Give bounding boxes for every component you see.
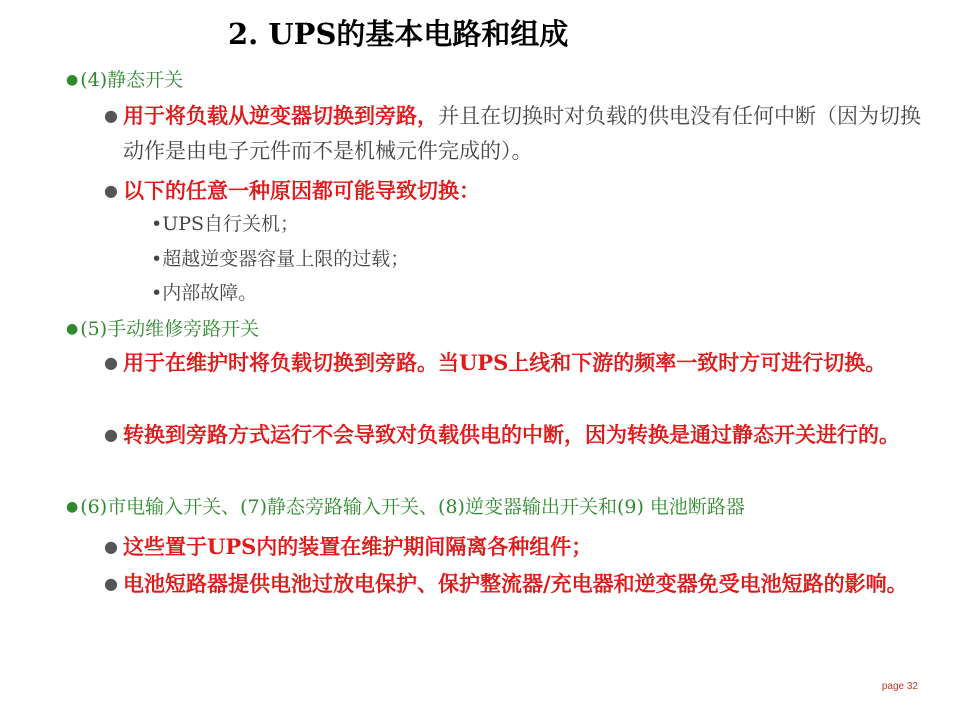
section-heading-static-switch: ● (4)静态开关 (66, 69, 184, 91)
list-item (104, 173, 934, 209)
bullet-icon: ● (104, 106, 118, 125)
bullet-icon: ● (104, 425, 118, 444)
sub-list-item: •超越逆变器容量上限的过载； (151, 248, 410, 270)
point-emphasis: 用于在维护时将负载切换到旁路。当UPS上线和下游的频率一致时方可进行切换。 (123, 350, 887, 375)
list-item (104, 417, 934, 453)
list-item (104, 98, 934, 169)
point-emphasis: 用于将负载从逆变器切换到旁路， (123, 103, 438, 128)
point-emphasis: 这些置于UPS内的装置在维护期间隔离各种组件； (123, 534, 593, 559)
bullet-icon: ● (104, 181, 118, 200)
bullet-icon: ● (66, 499, 79, 515)
sub-bullet-icon: • (151, 248, 163, 270)
bullet-icon: ● (104, 537, 118, 556)
page-number: page 32 (881, 681, 918, 692)
page-title: 2. UPS的基本电路和组成 (228, 17, 569, 51)
sub-bullet-icon: • (151, 282, 163, 304)
list-item (104, 345, 934, 381)
bullet-icon: ● (66, 72, 79, 88)
point-emphasis: 以下的任意一种原因都可能导致切换： (123, 178, 480, 203)
point-text: 并且在切换时对负载的供电没有任何中断（因为切换动作是由电子元件而不是机械元件完成的）。 (123, 104, 921, 163)
list-item (104, 529, 934, 565)
list-item (104, 566, 934, 602)
sub-bullet-icon: • (151, 213, 163, 235)
section-heading-manual-bypass: ● (5)手动维修旁路开关 (66, 318, 260, 340)
section-heading-isolation-switches: ● (6)市电输入开关、(7)静态旁路输入开关、(8)逆变器输出开关和(9) 电池断路器 (66, 496, 745, 518)
point-emphasis: 电池短路器提供电池过放电保护、保护整流器/充电器和逆变器免受电池短路的影响。 (123, 571, 908, 596)
sub-list-item: •UPS自行关机； (151, 213, 300, 235)
sub-list-item: •内部故障。 (151, 282, 258, 304)
bullet-icon: ● (104, 574, 118, 593)
point-emphasis: 转换到旁路方式运行不会导致对负载供电的中断，因为转换是通过静态开关进行的。 (123, 422, 900, 447)
bullet-icon: ● (104, 353, 118, 372)
bullet-icon: ● (66, 321, 79, 337)
